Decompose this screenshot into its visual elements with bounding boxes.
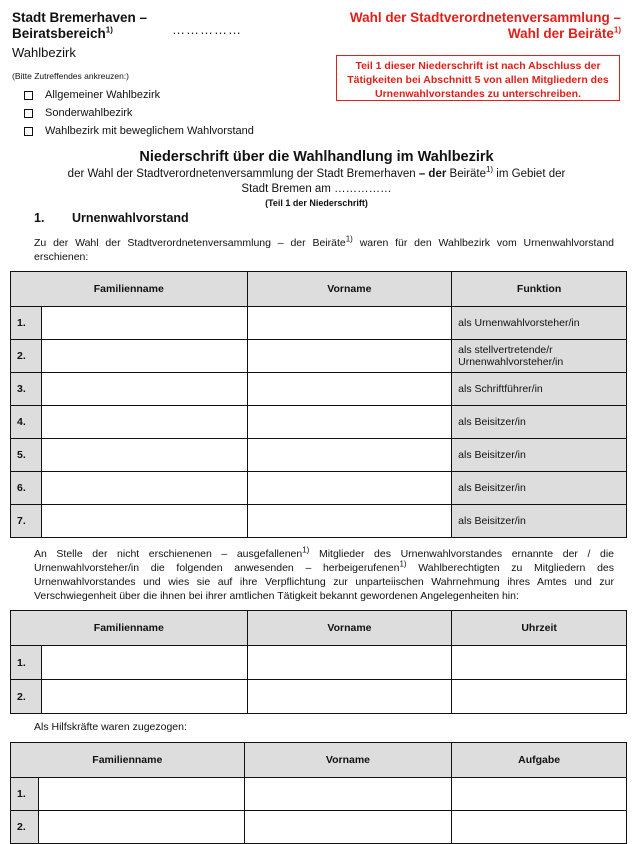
checkbox-label: Sonderwahlbezirk xyxy=(45,107,133,119)
row-number: 6. xyxy=(11,472,42,505)
wahlvorstand-table xyxy=(10,271,627,538)
vorname-cell[interactable] xyxy=(247,439,452,472)
election-heading xyxy=(350,10,621,42)
table-header-row xyxy=(11,743,627,778)
subtitle-dash: – der xyxy=(418,168,447,180)
subtitle-part: im Gebiet der xyxy=(496,168,566,180)
vorname-cell[interactable] xyxy=(247,680,452,714)
para-part: Mitglieder des Urnenwahlvorstandes ernannte der / die Urnenwahlvorsteher/in die folgenden anwesenden – herbeigerufenen xyxy=(34,548,615,574)
vorname-cell[interactable] xyxy=(247,472,452,505)
vorname-cell[interactable] xyxy=(244,811,452,844)
col-header-vorname: Vorname xyxy=(247,611,452,646)
col-header-familienname: Familienname xyxy=(11,272,248,307)
funktion-cell: als Beisitzer/in xyxy=(452,406,627,439)
election-line1: Wahl der Stadtverordnetenversammlung – xyxy=(349,10,621,25)
beiratsbereich-blank[interactable]: …………… xyxy=(172,22,242,37)
para-part: An Stelle der nicht erschienenen – ausgefallenen xyxy=(34,548,303,560)
checkbox-label: Allgemeiner Wahlbezirk xyxy=(45,89,161,101)
familienname-cell[interactable] xyxy=(38,811,244,844)
hilfskraefte-label: Als Hilfskräfte waren zugezogen: xyxy=(34,721,187,733)
funktion-cell: als stellvertretende/r Urnenwahlvorsteher/in xyxy=(452,340,627,373)
table-row xyxy=(11,778,627,811)
footnote-mark: 1) xyxy=(399,559,407,569)
aufgabe-cell[interactable] xyxy=(452,811,627,844)
intro-paragraph xyxy=(34,236,614,264)
wahlbezirk-label: Wahlbezirk xyxy=(12,45,76,60)
col-header-familienname: Familienname xyxy=(11,611,248,646)
table-row xyxy=(11,646,627,680)
vorname-cell[interactable] xyxy=(247,307,452,340)
checkbox[interactable] xyxy=(24,109,33,118)
subtitle-part: Beiräte xyxy=(449,168,486,180)
replacement-paragraph xyxy=(34,547,614,603)
table-header-row xyxy=(11,272,627,307)
row-number: 3. xyxy=(11,373,42,406)
checkbox[interactable] xyxy=(24,127,33,136)
row-number: 1. xyxy=(11,778,39,811)
table-row xyxy=(11,307,627,340)
footnote-mark: 1) xyxy=(613,25,621,35)
footnote-mark: 1) xyxy=(485,165,494,175)
row-number: 2. xyxy=(11,811,39,844)
vorname-cell[interactable] xyxy=(247,340,452,373)
uhrzeit-cell[interactable] xyxy=(452,680,627,714)
para-part: Wahlberechtigten zu Mitgliedern des Urnenwahlvorstandes und wies sie auf ihre Verpflichtung zur unparteiischen Wahrnehmung ihres Amtes und zur Verschwiegenheit über die ihnen bei ihrer amtlichen Tätigkeit bekannt gewordenen Angelegenheiten hin: xyxy=(34,562,614,602)
funktion-cell: als Urnenwahlvorsteher/in xyxy=(452,307,627,340)
row-number: 4. xyxy=(11,406,42,439)
vorname-cell[interactable] xyxy=(247,373,452,406)
checkbox-row-sonder[interactable] xyxy=(24,107,132,119)
row-number: 1. xyxy=(11,307,42,340)
ersatz-table xyxy=(10,610,627,714)
row-number: 7. xyxy=(11,505,42,538)
col-header-aufgabe: Aufgabe xyxy=(452,743,627,778)
col-header-uhrzeit: Uhrzeit xyxy=(452,611,627,646)
row-number: 2. xyxy=(11,340,42,373)
checkbox-row-allgemein[interactable] xyxy=(24,89,160,101)
familienname-cell[interactable] xyxy=(41,307,247,340)
footnote-mark: 1) xyxy=(345,234,353,244)
table-row xyxy=(11,406,627,439)
hilfskraefte-table xyxy=(10,742,627,844)
document-title: Niederschrift über die Wahlhandlung im Wahlbezirk xyxy=(139,149,494,165)
section-number: 1. xyxy=(34,211,45,225)
footnote-mark: 1) xyxy=(302,545,310,555)
row-number: 5. xyxy=(11,439,42,472)
funktion-cell: als Beisitzer/in xyxy=(452,472,627,505)
authority-heading xyxy=(12,10,147,42)
subtitle-part: der Wahl der Stadtverordnetenversammlung der Stadt Bremerhaven xyxy=(67,168,416,180)
vorname-cell[interactable] xyxy=(247,406,452,439)
signature-note-box: Teil 1 dieser Niederschrift ist nach Abschluss der Tätigkeiten bei Abschnitt 5 von allen Mitgliedern des Urnenwahlvorstandes zu unterschreiben. xyxy=(336,55,620,101)
funktion-cell: als Schriftführer/in xyxy=(452,373,627,406)
funktion-cell: als Beisitzer/in xyxy=(452,505,627,538)
col-header-vorname: Vorname xyxy=(244,743,452,778)
footnote-mark: 1) xyxy=(105,25,113,35)
para-part: waren für den Wahlbezirk vom Urnenwahlvorstand erschienen: xyxy=(34,237,614,263)
date-line: Stadt Bremen am …………… xyxy=(241,183,392,195)
para-part: Zu der Wahl der Stadtverordnetenversammlung – der Beiräte xyxy=(34,237,346,249)
vorname-cell[interactable] xyxy=(244,778,452,811)
table-row xyxy=(11,680,627,714)
funktion-cell: als Beisitzer/in xyxy=(452,439,627,472)
table-row xyxy=(11,439,627,472)
election-line2: Wahl der Beiräte xyxy=(507,26,614,41)
familienname-cell[interactable] xyxy=(38,778,244,811)
familienname-cell[interactable] xyxy=(41,373,247,406)
uhrzeit-cell[interactable] xyxy=(452,646,627,680)
table-row xyxy=(11,505,627,538)
col-header-familienname: Familienname xyxy=(11,743,245,778)
familienname-cell[interactable] xyxy=(41,406,247,439)
checkbox-hint: (Bitte Zutreffendes ankreuzen:) xyxy=(12,71,130,81)
authority-line2: Beiratsbereich xyxy=(12,26,106,41)
row-number: 2. xyxy=(11,680,42,714)
vorname-cell[interactable] xyxy=(247,505,452,538)
familienname-cell[interactable] xyxy=(41,505,247,538)
familienname-cell[interactable] xyxy=(41,340,247,373)
vorname-cell[interactable] xyxy=(247,646,452,680)
document-subtitle xyxy=(30,167,603,197)
col-header-vorname: Vorname xyxy=(247,272,452,307)
part-label: (Teil 1 der Niederschrift) xyxy=(265,198,368,208)
familienname-cell[interactable] xyxy=(41,680,247,714)
table-row xyxy=(11,373,627,406)
authority-line1: Stadt Bremerhaven – xyxy=(12,10,148,25)
checkbox-label: Wahlbezirk mit beweglichem Wahlvorstand xyxy=(45,125,254,137)
checkbox[interactable] xyxy=(24,91,33,100)
section-title: Urnenwahlvorstand xyxy=(72,211,189,225)
familienname-cell[interactable] xyxy=(41,472,247,505)
table-row xyxy=(11,472,627,505)
table-row xyxy=(11,340,627,373)
table-row xyxy=(11,811,627,844)
row-number: 1. xyxy=(11,646,42,680)
familienname-cell[interactable] xyxy=(41,439,247,472)
col-header-funktion: Funktion xyxy=(452,272,627,307)
section-heading xyxy=(34,211,189,225)
table-header-row xyxy=(11,611,627,646)
checkbox-row-beweglich[interactable] xyxy=(24,125,254,137)
familienname-cell[interactable] xyxy=(41,646,247,680)
aufgabe-cell[interactable] xyxy=(452,778,627,811)
